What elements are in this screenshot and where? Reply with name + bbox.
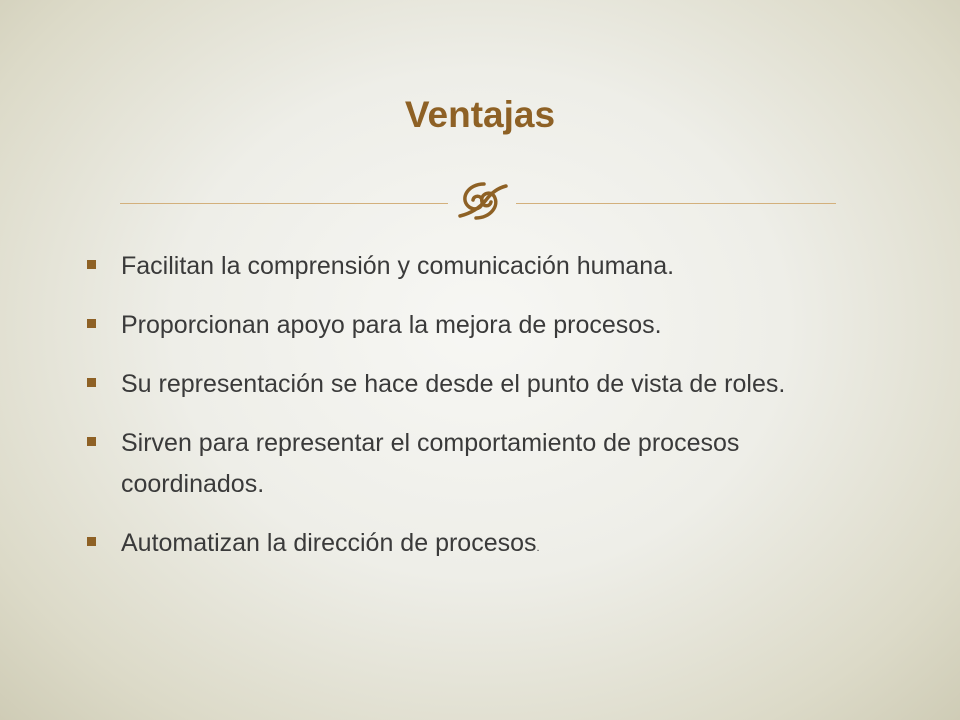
bullet-text: Sirven para representar el comportamiento de procesos coordinados. [121, 429, 740, 498]
divider-right [516, 203, 836, 204]
square-bullet-icon [87, 260, 96, 269]
bullet-text: Su representación se hace desde el punto de vista de roles. [121, 370, 786, 398]
scroll-ornament-icon [446, 178, 516, 224]
bullet-text: Automatizan la dirección de procesos [121, 529, 537, 557]
square-bullet-icon [87, 319, 96, 328]
bullet-text: Facilitan la comprensión y comunicación humana. [121, 252, 675, 280]
bullet-text: Proporcionan apoyo para la mejora de procesos. [121, 311, 662, 339]
bullet-list [86, 246, 866, 587]
bullet-suffix: . [536, 542, 540, 554]
divider-left [120, 203, 448, 204]
square-bullet-icon [87, 537, 96, 546]
square-bullet-icon [87, 378, 96, 387]
bullet-item [86, 364, 875, 405]
square-bullet-icon [87, 437, 96, 446]
bullet-item [86, 423, 875, 505]
bullet-item [86, 305, 866, 346]
bullet-item [86, 246, 866, 287]
bullet-item [86, 523, 866, 569]
slide-title: Ventajas [404, 94, 556, 135]
